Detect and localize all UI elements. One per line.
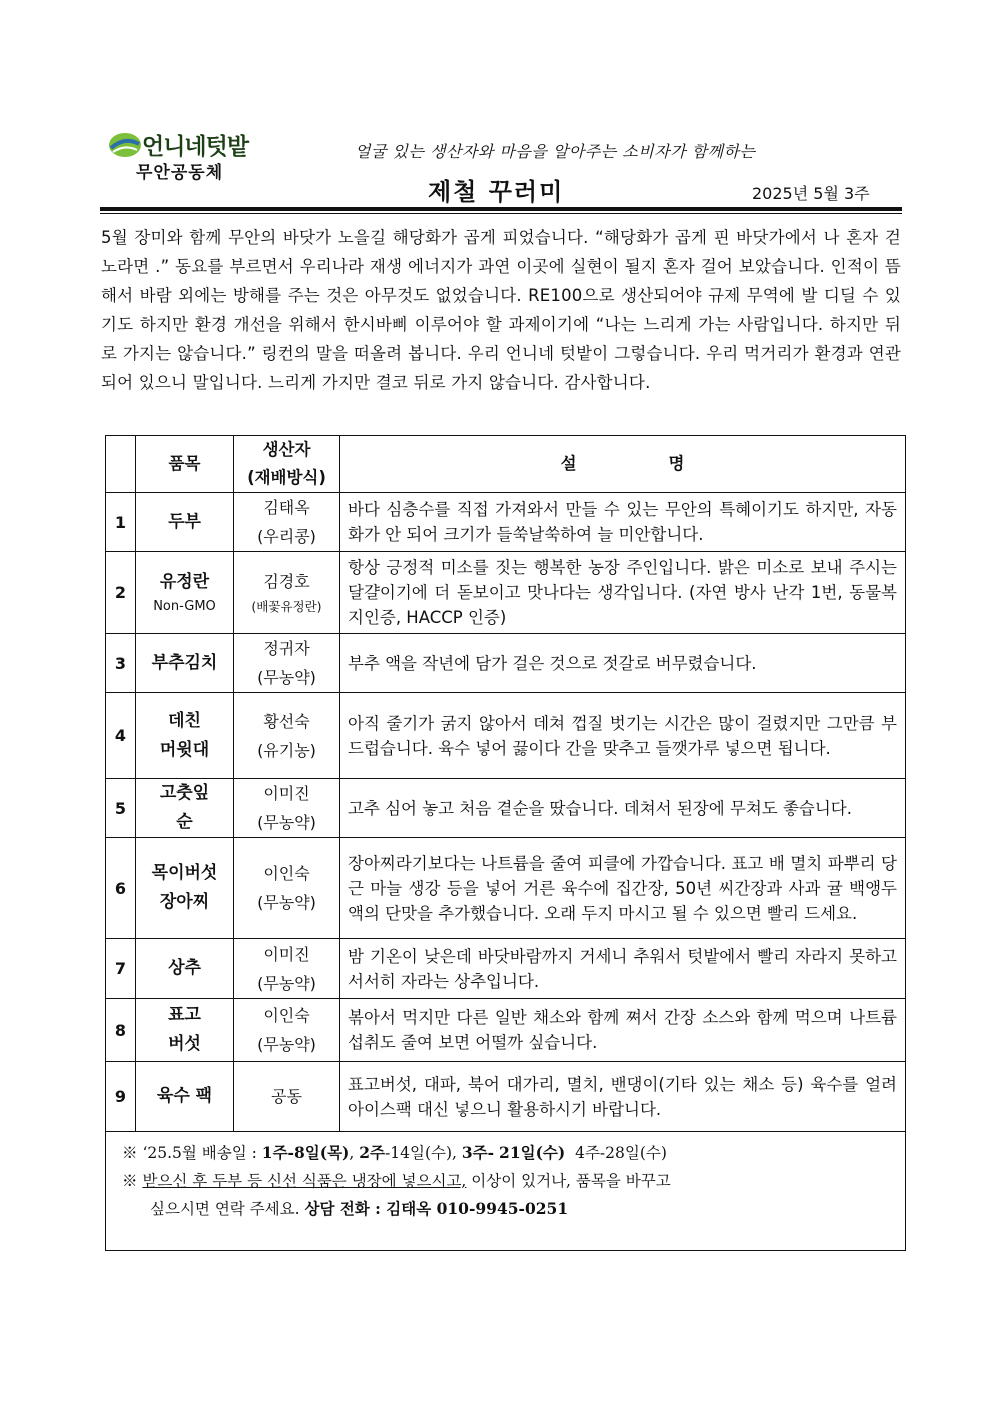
header-producer <box>234 436 340 493</box>
item-cell <box>136 999 234 1062</box>
producer-method: (무농약) <box>257 813 316 832</box>
item-cell <box>136 779 234 838</box>
producer-cell <box>234 939 340 999</box>
producer-cell <box>234 693 340 779</box>
producer-method: (우리콩) <box>257 527 316 546</box>
item-cell <box>136 693 234 779</box>
table-row <box>106 838 906 939</box>
footer-notice <box>105 1106 906 1251</box>
week2-date: -14일(수) <box>385 1144 453 1162</box>
item-description: 부추 액을 작년에 담가 걸은 것으로 젓갈로 버무렸습니다. <box>340 634 906 693</box>
header-producer-line1: 생산자 <box>262 440 311 459</box>
contact-line <box>150 1197 568 1219</box>
table-body <box>106 493 906 1132</box>
item-cell <box>136 552 234 634</box>
item-name: 목이버섯 장아찌 <box>151 863 218 912</box>
item-description: 볶아서 먹지만 다른 일반 채소와 함께 쪄서 간장 소스와 함께 먹으며 나트륨 섭취도 줄여 보면 어떨까 싶습니다. <box>340 999 906 1062</box>
producer-cell <box>234 999 340 1062</box>
producer-method: (무농약) <box>257 893 316 912</box>
producer-method: (무농약) <box>257 1035 316 1054</box>
page-title: 제철 꾸러미 <box>428 178 565 206</box>
logo-leaf-icon <box>108 130 142 160</box>
producer-name: 황선숙 <box>263 711 310 731</box>
item-cell <box>136 838 234 939</box>
item-name: 육수 팩 <box>156 1086 213 1106</box>
producer-name: 이인숙 <box>263 864 310 883</box>
item-description: 장아찌라기보다는 나트륨을 줄여 피클에 가깝습니다. 표고 배 멸치 파뿌리 당근 마늘 생강 등을 넣어 거른 육수에 집간장, 50년 씨간장과 사과 귤 백앵두 액의 단맛을 추가했습니다. 오래 두지 마시고 될 수 있으면 빨리 드세요. <box>340 838 906 939</box>
producer-cell <box>234 634 340 693</box>
item-cell <box>136 493 234 552</box>
item-cell <box>136 939 234 999</box>
storage-notice <box>122 1169 671 1191</box>
header-description: 설 명 <box>340 436 906 493</box>
intro-paragraph: 5월 장미와 함께 무안의 바닷가 노을길 해당화가 곱게 피었습니다. “해당화가 곱게 핀 바닷가에서 나 혼자 걷노라면 .” 동요를 부르면서 우리나라 재생 에너지가 과연 이곳에 실현이 될지 혼자 걸어 보았습니다. 인적이 뜸해서 바람 외에는 방해를 주는 것은 아무것도 없었습니다. RE100으로 생산되어야 규제 무역에 발 디딜 수 있기도 하지만 환경 개선을 위해서 한시바삐 이루어야 할 과제이기에 “나는 느리게 가는 사람입니다. 하지만 뒤로 가지는 않습니다.” 링컨의 말을 떠올려 봅니다. 우리 언니네 텃밭이 그렇습니다. 우리 먹거리가 환경과 연관되어 있으니 말입니다. 느리게 가지만 결코 뒤로 가지 않습니다. 감사합니다. <box>101 228 901 392</box>
header-producer-line2: (재배방식) <box>247 468 326 487</box>
item-name: 데친 머윗대 <box>159 710 210 760</box>
week3-label: 3주- <box>461 1143 495 1162</box>
note-mark-2: ※ <box>122 1172 138 1190</box>
delivery-dates: ※ ‘25.5월 배송일 : 1주-8일(목), 2주-14일(수), 3주- 21일(수) 4주-28일(수) <box>122 1143 667 1162</box>
item-description: 아직 줄기가 굵지 않아서 데쳐 껍질 벗기는 시간은 많이 걸렸지만 그만큼 부드럽습니다. 육수 넣어 끓이다 간을 맞추고 들깻가루 넣으면 됩니다. <box>340 693 906 779</box>
producer-name: 김경호 <box>263 572 310 591</box>
tagline: 얼굴 있는 생산자와 마음을 알아주는 소비자가 함께하는 <box>355 142 756 161</box>
title-rule-thick <box>100 207 902 211</box>
producer-method: (배꽃유정란) <box>251 599 322 614</box>
item-sub: Non-GMO <box>153 599 216 614</box>
community-name: 무안공동체 <box>136 163 224 183</box>
producer-name: 공동 <box>271 1087 302 1106</box>
item-number: 1 <box>106 493 136 552</box>
week2-label: 2주 <box>359 1143 386 1162</box>
item-description: 고추 심어 놓고 처음 곁순을 땄습니다. 데쳐서 된장에 무쳐도 좋습니다. <box>340 779 906 838</box>
logo <box>108 128 268 184</box>
contact-phone: 상담 전화 : 김태옥 010-9945-0251 <box>304 1199 569 1218</box>
storage-notice-rest: 이상이 있거나, 품목을 바꾸고 <box>471 1172 671 1190</box>
producer-cell <box>234 552 340 634</box>
producer-cell <box>234 779 340 838</box>
item-cell <box>136 634 234 693</box>
items-table <box>105 435 906 1132</box>
producer-name: 정귀자 <box>263 639 310 658</box>
item-number: 5 <box>106 779 136 838</box>
producer-name: 이미진 <box>263 784 310 803</box>
item-name: 상추 <box>168 958 201 978</box>
table-row <box>106 493 906 552</box>
delivery-label: ‘25.5월 배송일 : <box>142 1144 262 1162</box>
producer-name: 이인숙 <box>263 1006 310 1025</box>
note-mark: ※ <box>122 1144 138 1162</box>
week3-date: 21일(수) <box>499 1143 566 1162</box>
week4-date: 4주-28일(수) <box>575 1144 667 1162</box>
item-number: 6 <box>106 838 136 939</box>
item-name: 유정란 <box>159 572 210 592</box>
table-row <box>106 552 906 634</box>
contact-request: 싶으시면 연락 주세요. <box>150 1200 300 1218</box>
item-number: 9 <box>106 1062 136 1132</box>
item-number: 8 <box>106 999 136 1062</box>
producer-method: (무농약) <box>257 973 316 993</box>
week-label: 2025년 5월 3주 <box>752 184 870 203</box>
item-description: 밤 기온이 낮은데 바닷바람까지 거세니 추워서 텃밭에서 빨리 자라지 못하고 서서히 자라는 상추입니다. <box>340 939 906 999</box>
logo-text: 언니네텃밭 <box>142 134 249 160</box>
table-row <box>106 693 906 779</box>
item-description: 바다 심층수를 직접 가져와서 만들 수 있는 무안의 특혜이기도 하지만, 자동화가 안 되어 크기가 들쑥날쑥하여 늘 미안합니다. <box>340 493 906 552</box>
table-header-row <box>106 436 906 493</box>
header-no <box>106 436 136 493</box>
storage-notice-underlined: 받으신 후 두부 등 신선 식품은 냉장에 넣으시고, <box>142 1172 467 1190</box>
item-name: 두부 <box>168 511 201 532</box>
producer-name: 김태옥 <box>263 498 310 517</box>
producer-cell <box>234 838 340 939</box>
item-number: 7 <box>106 939 136 999</box>
table-row <box>106 779 906 838</box>
item-number: 2 <box>106 552 136 634</box>
item-name: 고춧잎 순 <box>159 783 210 832</box>
item-description: 항상 긍정적 미소를 짓는 행복한 농장 주인입니다. 밝은 미소로 보내 주시는 달걀이기에 더 돋보이고 맛나다는 생각입니다. (자연 방사 난각 1번, 동물복지인증, HACCP 인증) <box>340 552 906 634</box>
week1-date: 1주-8일(목) <box>261 1143 350 1162</box>
item-description: 표고버섯, 대파, 북어 대가리, 멸치, 밴댕이(기타 있는 채소 등) 육수를 얼려 아이스팩 대신 넣으니 활용하시기 바랍니다. <box>340 1062 906 1132</box>
item-number: 3 <box>106 634 136 693</box>
table-row <box>106 939 906 999</box>
producer-name: 이미진 <box>263 944 310 964</box>
item-number: 4 <box>106 693 136 779</box>
title-rule-thin <box>100 213 902 214</box>
producer-method: (무농약) <box>257 668 316 687</box>
item-name: 부추김치 <box>151 652 218 673</box>
producer-cell <box>234 493 340 552</box>
table-row <box>106 999 906 1062</box>
table-row <box>106 634 906 693</box>
item-name: 표고 버섯 <box>168 1005 201 1054</box>
header-item: 품목 <box>136 436 234 493</box>
producer-method: (유기농) <box>257 740 316 760</box>
